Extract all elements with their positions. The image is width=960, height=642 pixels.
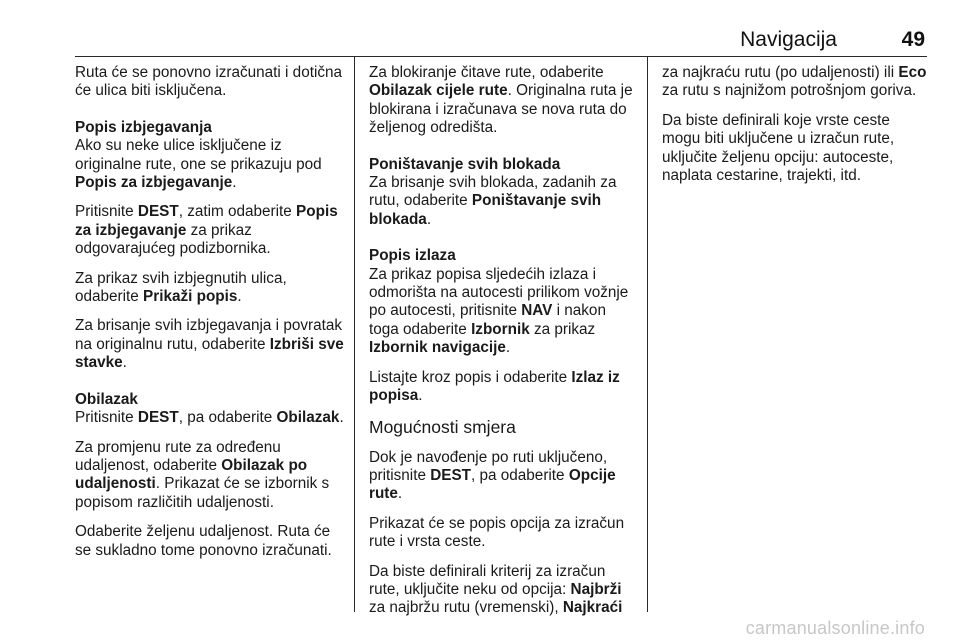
heading-popis-izbjegavanja: Popis izbjegavanja [75,118,212,136]
paragraph: Za brisanje svih blokada, zadanih za rutu, odaberite Poništavanje svih blokada. [369,174,617,228]
paragraph: za najkraću rutu (po udaljenosti) ili Eco za rutu s najnižom potrošnjom goriva. [662,64,927,100]
heading-obilazak: Obilazak [75,390,138,408]
column-divider-1 [354,57,355,612]
watermark: carmanualsonline.info [745,618,925,638]
paragraph: Za brisanje svih izbjegavanja i povratak na originalnu rutu, odaberite Izbriši sve stavke. [75,317,344,372]
column-1 [75,64,347,571]
column-divider-2 [647,57,648,612]
heading-ponistavanje: Poništavanje svih blokada [369,155,561,173]
paragraph: Da biste definirali kriterij za izračun rute, uključite neku od opcija: Najbrži za najbržu rutu (vremenski), Najkraći [369,562,623,617]
column-3 [662,64,930,196]
section-title: Navigacija [740,28,837,51]
paragraph: Za blokiranje čitave rute, odaberite Obilazak cijele rute. Originalna ruta je blokirana i izračunava se nova ruta do željenog odredišta. [369,64,633,137]
paragraph: Listajte kroz popis i odaberite Izlaz iz popisa. [369,368,620,405]
paragraph: Za prikaz popisa sljedećih izlaza i odmorišta na autocesti prilikom vožnje po autocesti, pritisnite NAV i nakon toga odaberite Izbornik za prikaz Izbornik navigacije. [369,265,629,357]
paragraph: Odaberite željenu udaljenost. Ruta će se sukladno tome ponovno izračunati. [75,523,332,559]
header-rule [75,56,927,57]
paragraph: Pritisnite DEST, zatim odaberite Popis za izbjegavanje za prikaz odgovarajućeg podizbornika. [75,203,338,258]
heading-mogucnosti-smjera: Mogućnosti smjera [369,416,516,437]
paragraph: Za prikaz svih izbjegnutih ulica, odaberite Prikaži popis. [75,269,287,306]
paragraph: Za promjenu rute za određenu udaljenost, odaberite Obilazak po udaljenosti. Prikazat će se izbornik s popisom različitih udaljenosti. [75,438,330,511]
paragraph: Dok je navođenje po ruti uključeno, pritisnite DEST, pa odaberite Opcije rute. [369,448,616,503]
paragraph: Prikazat će se popis opcija za izračun rute i vrsta ceste. [369,514,625,551]
page-header [75,26,927,56]
heading-popis-izlaza: Popis izlaza [369,247,456,265]
paragraph: Da biste definirali koje vrste ceste mogu biti uključene u izračun rute, uključite željenu opciju: autoceste, naplata cestarine, trajekti, itd. [662,111,895,185]
paragraph: Ruta će se ponovno izračunati i dotična će ulica biti isključena. [75,64,343,100]
column-2 [369,64,635,629]
page-number: 49 [901,28,925,51]
paragraph: Pritisnite DEST, pa odaberite Obilazak. [75,409,344,427]
paragraph: Ako su neke ulice isključene iz originalne rute, one se prikazuju pod Popis za izbjegavanje. [75,137,322,192]
